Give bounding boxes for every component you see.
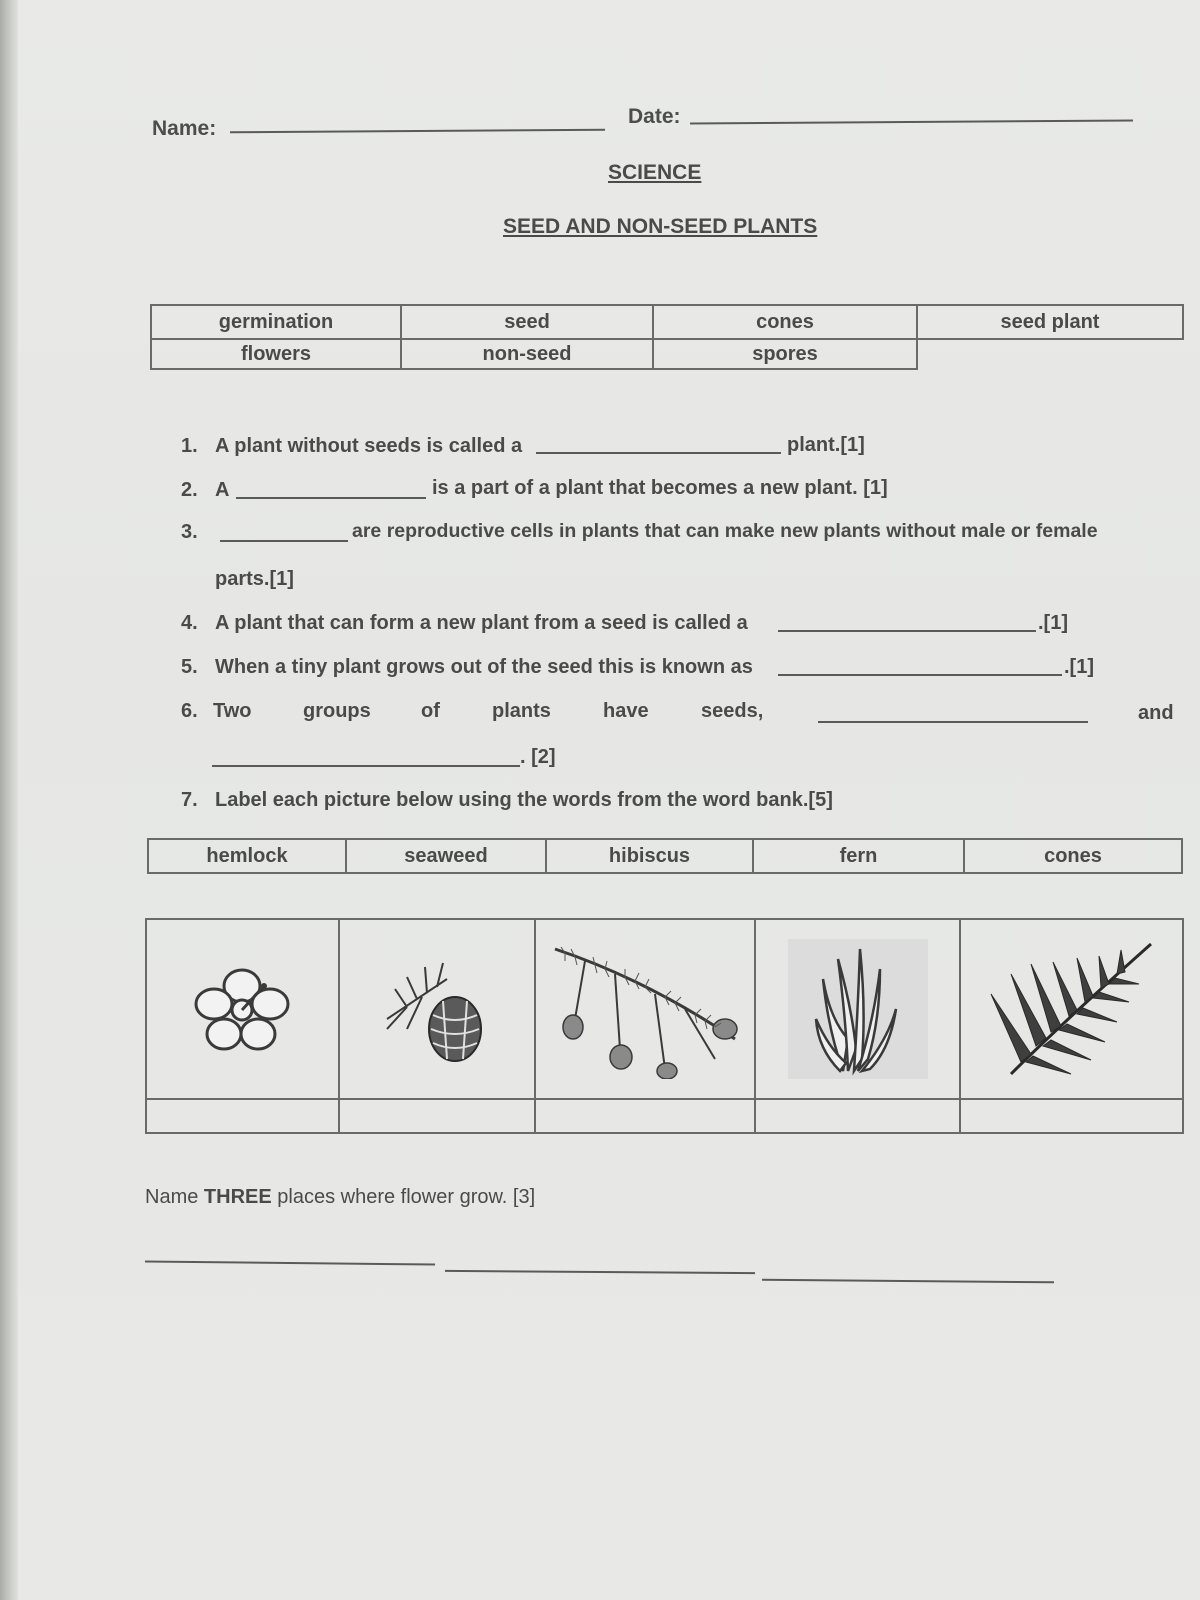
question-5-number: 5. <box>181 656 198 678</box>
question-6-end: . [2] <box>520 746 556 768</box>
question-3-continuation: parts.[1] <box>215 568 294 590</box>
hibiscus-flower-icon <box>147 920 338 1100</box>
topic-title: SEED AND NON-SEED PLANTS <box>503 215 818 238</box>
question-2-text: A <box>215 479 230 501</box>
question-4-end: .[1] <box>1038 612 1068 634</box>
final-question-post: places where flower grow. [3] <box>271 1186 536 1208</box>
picture-cell-3 <box>536 920 756 1132</box>
question-4-number: 4. <box>181 612 198 634</box>
seaweed-icon <box>756 920 958 1100</box>
word-bank-cell: non-seed <box>401 339 653 369</box>
question-6-word: seeds, <box>701 700 764 722</box>
question-1-number: 1. <box>181 435 198 457</box>
question-7-number: 7. <box>181 789 198 811</box>
question-1-end: plant.[1] <box>787 434 865 456</box>
question-6-blank-1[interactable] <box>818 721 1088 723</box>
question-3-number: 3. <box>181 521 198 543</box>
label-word-bank-table <box>147 838 1183 874</box>
label-answer-cell[interactable] <box>147 1102 338 1132</box>
question-6-word: of <box>421 700 440 722</box>
name-label: Name: <box>152 117 217 140</box>
label-answer-cell[interactable] <box>961 1102 1182 1132</box>
fern-frond-icon <box>961 920 1182 1100</box>
label-answer-cell[interactable] <box>536 1102 754 1132</box>
final-question-pre: Name <box>145 1186 204 1208</box>
picture-cell-1 <box>147 920 340 1132</box>
question-7-text: Label each picture below using the words from the word bank.[5] <box>215 789 833 811</box>
word-bank-cell: seed <box>401 305 653 339</box>
label-word-cell: hibiscus <box>546 839 753 873</box>
question-6-blank-2[interactable] <box>212 765 520 767</box>
question-2-number: 2. <box>181 479 198 501</box>
question-4-blank[interactable] <box>778 630 1036 632</box>
label-word-cell: fern <box>753 839 964 873</box>
word-bank-cell: seed plant <box>917 305 1183 339</box>
question-2-end: is a part of a plant that becomes a new plant. [1] <box>432 477 888 499</box>
word-bank-cell: spores <box>653 339 917 369</box>
label-word-cell: seaweed <box>346 839 546 873</box>
final-question <box>145 1186 535 1209</box>
question-5-end: .[1] <box>1064 656 1094 678</box>
word-bank-cell: germination <box>151 305 401 339</box>
question-4-text: A plant that can form a new plant from a seed is called a <box>215 612 748 634</box>
picture-cell-4 <box>756 920 960 1132</box>
picture-cell-2 <box>340 920 536 1132</box>
label-answer-cell[interactable] <box>340 1102 534 1132</box>
question-6-and: and <box>1138 702 1174 724</box>
question-6-number: 6. <box>181 700 198 722</box>
word-bank-cell: flowers <box>151 339 401 369</box>
question-1-blank[interactable] <box>536 452 781 454</box>
subject-title: SCIENCE <box>608 161 702 184</box>
question-6-word: Two <box>213 700 252 722</box>
question-3-blank[interactable] <box>220 540 348 542</box>
word-bank-empty-cell <box>917 339 1183 369</box>
word-bank-table <box>150 304 1184 370</box>
final-question-emphasis: THREE <box>203 1186 272 1208</box>
word-bank-cell: cones <box>653 305 917 339</box>
label-word-cell: cones <box>964 839 1182 873</box>
question-1-text: A plant without seeds is called a <box>215 435 523 457</box>
question-6-word: have <box>603 700 649 722</box>
label-answer-cell[interactable] <box>756 1102 958 1132</box>
picture-table <box>145 918 1184 1134</box>
question-2-blank[interactable] <box>236 497 426 499</box>
picture-cell-5 <box>961 920 1182 1132</box>
label-word-cell: hemlock <box>148 839 346 873</box>
question-5-blank[interactable] <box>778 674 1062 676</box>
date-label: Date: <box>628 105 681 128</box>
question-6-word: plants <box>492 700 551 722</box>
question-3-text: are reproductive cells in plants that can make new plants without male or female <box>352 520 1098 542</box>
question-5-text: When a tiny plant grows out of the seed this is known as <box>215 656 753 678</box>
pine-cone-icon <box>340 920 534 1100</box>
hemlock-branch-icon <box>536 920 754 1100</box>
question-6-word: groups <box>303 700 371 722</box>
